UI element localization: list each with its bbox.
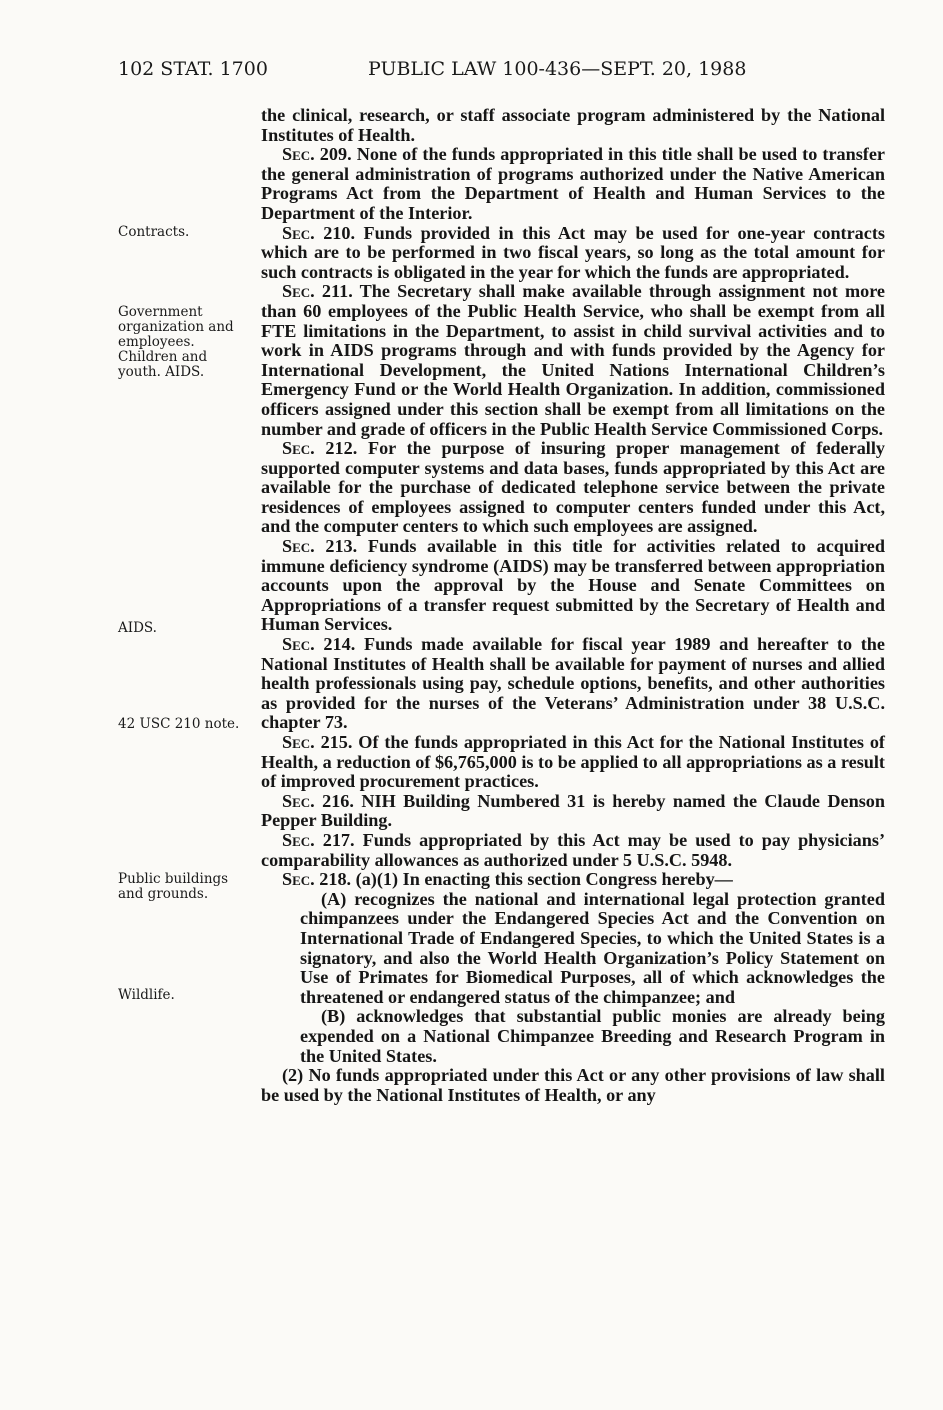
section-215 xyxy=(261,733,885,792)
public-law-title: PUBLIC LAW 100-436—SEPT. 20, 1988 xyxy=(368,58,747,80)
section-label: Sec. 215. xyxy=(282,732,353,752)
section-label: Sec. 210. xyxy=(282,222,356,243)
section-label: Sec. 214. xyxy=(282,634,356,655)
paragraph-continuation: the clinical, research, or staff associate program administered by the National Institutes of Health. xyxy=(261,105,885,145)
section-218 xyxy=(261,870,885,890)
section-216 xyxy=(261,792,885,831)
section-217 xyxy=(261,831,885,870)
section-label: Sec. 213. xyxy=(282,536,358,557)
section-218-paragraph-2: (2) No funds appropriated under this Act or any other provisions of law shall be used by the National Institutes of Health, or any xyxy=(261,1065,885,1105)
section-218-clause-a: (A) recognizes the national and international legal protection granted chimpanzees under the Endangered Species Act and the Convention on International Trade of Endangered Species, to which the United States is a signatory, and also the World Health Organization’s Policy Statement on Use of Primates for Biomedical Purposes, all of which acknowledges the threatened or endangered status of the chimpanzee; and xyxy=(300,888,885,1007)
section-text: Of the funds appropriated in this Act for the National Institutes of Health, a reduction of $6,765,000 is to be applied to all appropriations as a result of improved procurement practices. xyxy=(261,732,885,792)
section-212 xyxy=(261,439,885,537)
margin-note-government: Government organization and employees. Children and youth. AIDS. xyxy=(118,304,234,380)
section-218-clause-b: (B) acknowledges that substantial public monies are already being expended on a National Chimpanzee Breeding and Research Program in the United States. xyxy=(300,1006,885,1066)
margin-note-aids: AIDS. xyxy=(118,620,157,636)
section-214 xyxy=(261,635,885,733)
margin-note-contracts: Contracts. xyxy=(118,224,190,240)
margin-note-public-buildings: Public buildings and grounds. xyxy=(118,871,229,902)
margin-note-usc: 42 USC 210 note. xyxy=(118,716,240,732)
section-label: Sec. 209. xyxy=(282,144,352,165)
section-label: Sec. 216. xyxy=(282,790,354,811)
section-label: Sec. 217. xyxy=(282,829,355,850)
section-text: Funds made available for fiscal year 1989 and hereafter to the National Institutes of Health shall be available for payment of nurses and allied health professionals using pay, schedule options, benefits, and other authorities as provided for the nurses of the Veterans’ Administration under 38 U.S.C. chapter 73. xyxy=(261,634,885,733)
section-text: Funds provided in this Act may be used for one-year contracts which are to be performed in two fiscal years, so long as the total amount for such contracts is obligated in the year for which the funds are appropriated. xyxy=(261,222,885,282)
section-text: The Secretary shall make available through assignment not more than 60 employees of the Public Health Service, who shall be exempt from all FTE limitations in the Department, to assist in child survival activities and to work in AIDS programs through and with funds provided by the Agency for International Development, the United Nations International Children’s Emergency Fund or the World Health Organization. In addition, commissioned officers assigned under this section shall be exempt from all limitations on the number and grade of officers in the Public Health Service Commissioned Corps. xyxy=(261,281,886,439)
section-label: Sec. 211. xyxy=(282,281,353,302)
section-text: Funds appropriated by this Act may be used to pay physicians’ comparability allowances as authorized under 5 U.S.C. 5948. xyxy=(261,829,885,870)
section-text: For the purpose of insuring proper management of federally supported computer systems and data bases, funds appropriated by this Act are available for the purchase of dedicated telephone service between the private residences of employees assigned to computer centers funded under this Act, and the computer centers to which such employees are assigned. xyxy=(261,438,885,537)
section-text: (a)(1) In enacting this section Congress hereby— xyxy=(355,869,733,890)
section-210 xyxy=(261,224,885,283)
section-text: Funds available in this title for activities related to acquired immune deficiency syndrome (AIDS) may be transferred between appropriation accounts upon the approval by the House and Senate Committees on Appropriations of a transfer request submitted by the Secretary of Health and Human Services. xyxy=(261,536,885,635)
stat-page-number: 102 STAT. 1700 xyxy=(118,58,268,80)
section-label: Sec. 218. xyxy=(282,869,352,890)
section-213 xyxy=(261,537,885,635)
margin-note-wildlife: Wildlife. xyxy=(118,987,175,1003)
section-text: None of the funds appropriated in this title shall be used to transfer the general administration of programs authorized under the Native American Programs Act from the Department of Health and Human Services to the Department of the Interior. xyxy=(261,144,885,223)
section-label: Sec. 212. xyxy=(282,438,358,459)
body-text xyxy=(261,106,885,1105)
section-211 xyxy=(261,282,885,439)
page-header xyxy=(118,58,885,84)
section-209 xyxy=(261,145,885,223)
section-text: NIH Building Numbered 31 is hereby named the Claude Denson Pepper Building. xyxy=(261,790,886,831)
